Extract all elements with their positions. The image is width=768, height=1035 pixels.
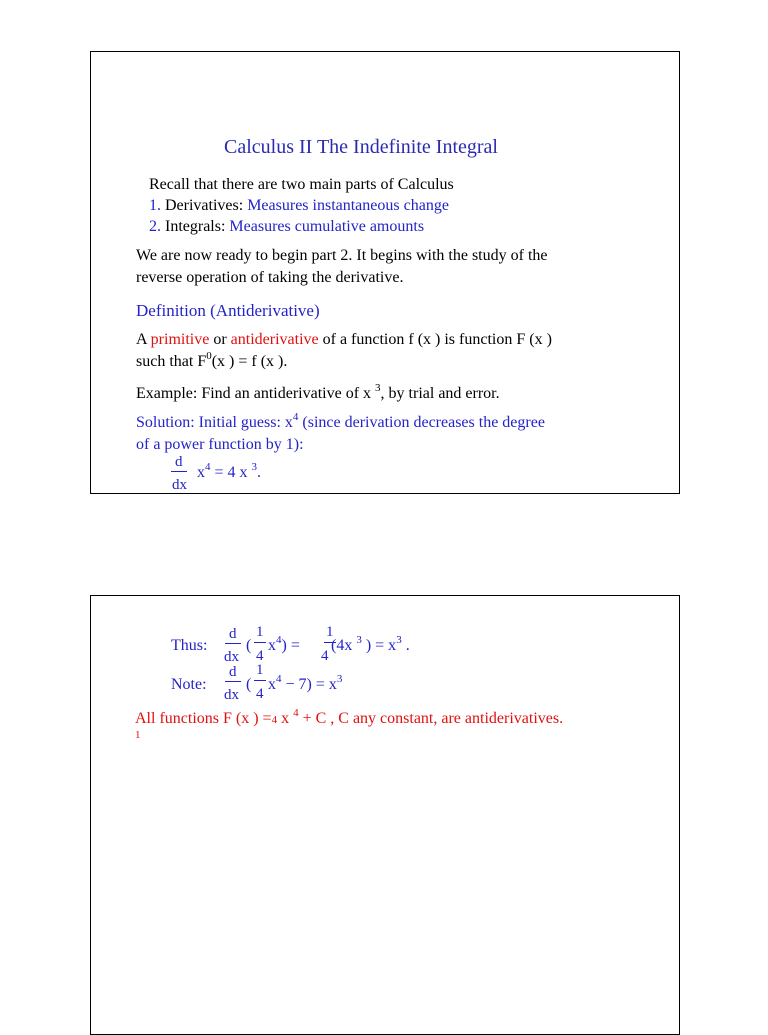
- solution-text: (since derivation decreases the degree: [302, 414, 545, 431]
- d-numerator: d: [229, 626, 237, 642]
- exponent: 3: [336, 673, 343, 685]
- list-number: 1.: [149, 197, 161, 214]
- paragraph-line-1: We are now ready to begin part 2. It begins with the study of the: [136, 247, 548, 264]
- solution-text: Solution: Initial guess: x: [136, 414, 293, 431]
- note-rhs: − 7) = x: [285, 676, 337, 693]
- exponent: 4: [293, 707, 299, 719]
- example-line: [136, 382, 500, 404]
- list-item-integrals: [149, 218, 424, 236]
- def-word: or: [213, 331, 227, 348]
- var-x: x: [268, 637, 276, 654]
- fraction-bar: [225, 681, 241, 682]
- example-text: Example: Find an antiderivative of x: [136, 385, 372, 402]
- dx-denominator: dx: [224, 687, 239, 703]
- frac-one: 1: [326, 624, 334, 640]
- period: .: [405, 637, 410, 654]
- all-text: All functions F (x ) =: [135, 710, 272, 727]
- fraction-bar: [254, 642, 266, 643]
- frac-four: 4: [271, 714, 278, 726]
- slide-title: Calculus II The Indefinite Integral: [224, 136, 498, 158]
- all-text: + C , C any constant, are antiderivatives.: [302, 710, 564, 727]
- frac-one: 1: [256, 624, 264, 640]
- exponent: 3: [396, 634, 402, 646]
- fraction-bar: [171, 471, 187, 472]
- deriv-expression: [197, 461, 262, 483]
- thus-rhs: [331, 634, 410, 656]
- def-primitive: primitive: [150, 331, 210, 348]
- equals-x: ) = x: [365, 637, 397, 654]
- deriv-numerator: d: [175, 454, 183, 470]
- frac-four: 4: [256, 648, 264, 664]
- def-rest: of a function f (x ) is function F (x ): [322, 331, 552, 348]
- note-label: Note:: [171, 676, 207, 693]
- frac-four: 4: [321, 648, 329, 664]
- solution-line-2: of a power function by 1):: [136, 436, 304, 453]
- note-expression: [268, 673, 343, 695]
- thus-label: Thus:: [171, 637, 208, 654]
- definition-line-2: [136, 350, 288, 372]
- deriv-period: .: [257, 464, 262, 481]
- exponent: 3: [251, 461, 258, 473]
- frac-one: 1: [256, 662, 264, 678]
- def-such-that: such that F: [136, 353, 207, 370]
- prime-mark: 0: [206, 350, 212, 362]
- exponent: 4: [276, 673, 282, 685]
- deriv-denominator: dx: [172, 477, 187, 493]
- deriv-x: x: [197, 464, 205, 481]
- list-desc: Measures cumulative amounts: [229, 218, 425, 235]
- deriv-rhs: = 4 x: [214, 464, 248, 481]
- list-desc: Measures instantaneous change: [247, 197, 449, 214]
- paren-expr: (4x: [331, 637, 353, 654]
- list-item-derivatives: [149, 197, 449, 215]
- all-functions-line: [135, 707, 564, 729]
- exponent: 4: [205, 461, 211, 473]
- var-x: x: [268, 676, 276, 693]
- exponent: 4: [292, 411, 299, 423]
- var-x: x: [281, 710, 290, 727]
- fraction-bar: [225, 643, 241, 644]
- equals: ) =: [281, 637, 300, 654]
- def-word: A: [136, 331, 147, 348]
- definition-heading: Definition (Antiderivative): [136, 301, 320, 320]
- paragraph-line-2: reverse operation of taking the derivative.: [136, 269, 404, 286]
- list-term: Integrals:: [165, 218, 226, 235]
- def-antiderivative: antiderivative: [230, 331, 319, 348]
- paren-open: (: [246, 637, 252, 654]
- recall-text: Recall that there are two main parts of Calculus: [149, 176, 454, 193]
- thus-x-term: [268, 634, 300, 656]
- solution-line-1: [136, 411, 545, 433]
- slide-2: [90, 595, 680, 1035]
- list-term: Derivatives:: [165, 197, 244, 214]
- slide-1: [90, 51, 680, 494]
- frac-one-marker: 1: [135, 729, 141, 741]
- d-numerator: d: [229, 664, 237, 680]
- exponent: 4: [276, 634, 282, 646]
- example-text: , by trial and error.: [380, 385, 500, 402]
- exponent: 3: [375, 382, 381, 394]
- frac-four: 4: [256, 686, 264, 702]
- def-equation: (x ) = f (x ).: [211, 353, 288, 370]
- definition-line-1: [136, 331, 552, 349]
- dx-denominator: dx: [224, 649, 239, 665]
- fraction-bar: [254, 680, 266, 681]
- list-number: 2.: [149, 218, 161, 235]
- exponent: 3: [356, 634, 362, 646]
- paren-open: (: [246, 676, 252, 693]
